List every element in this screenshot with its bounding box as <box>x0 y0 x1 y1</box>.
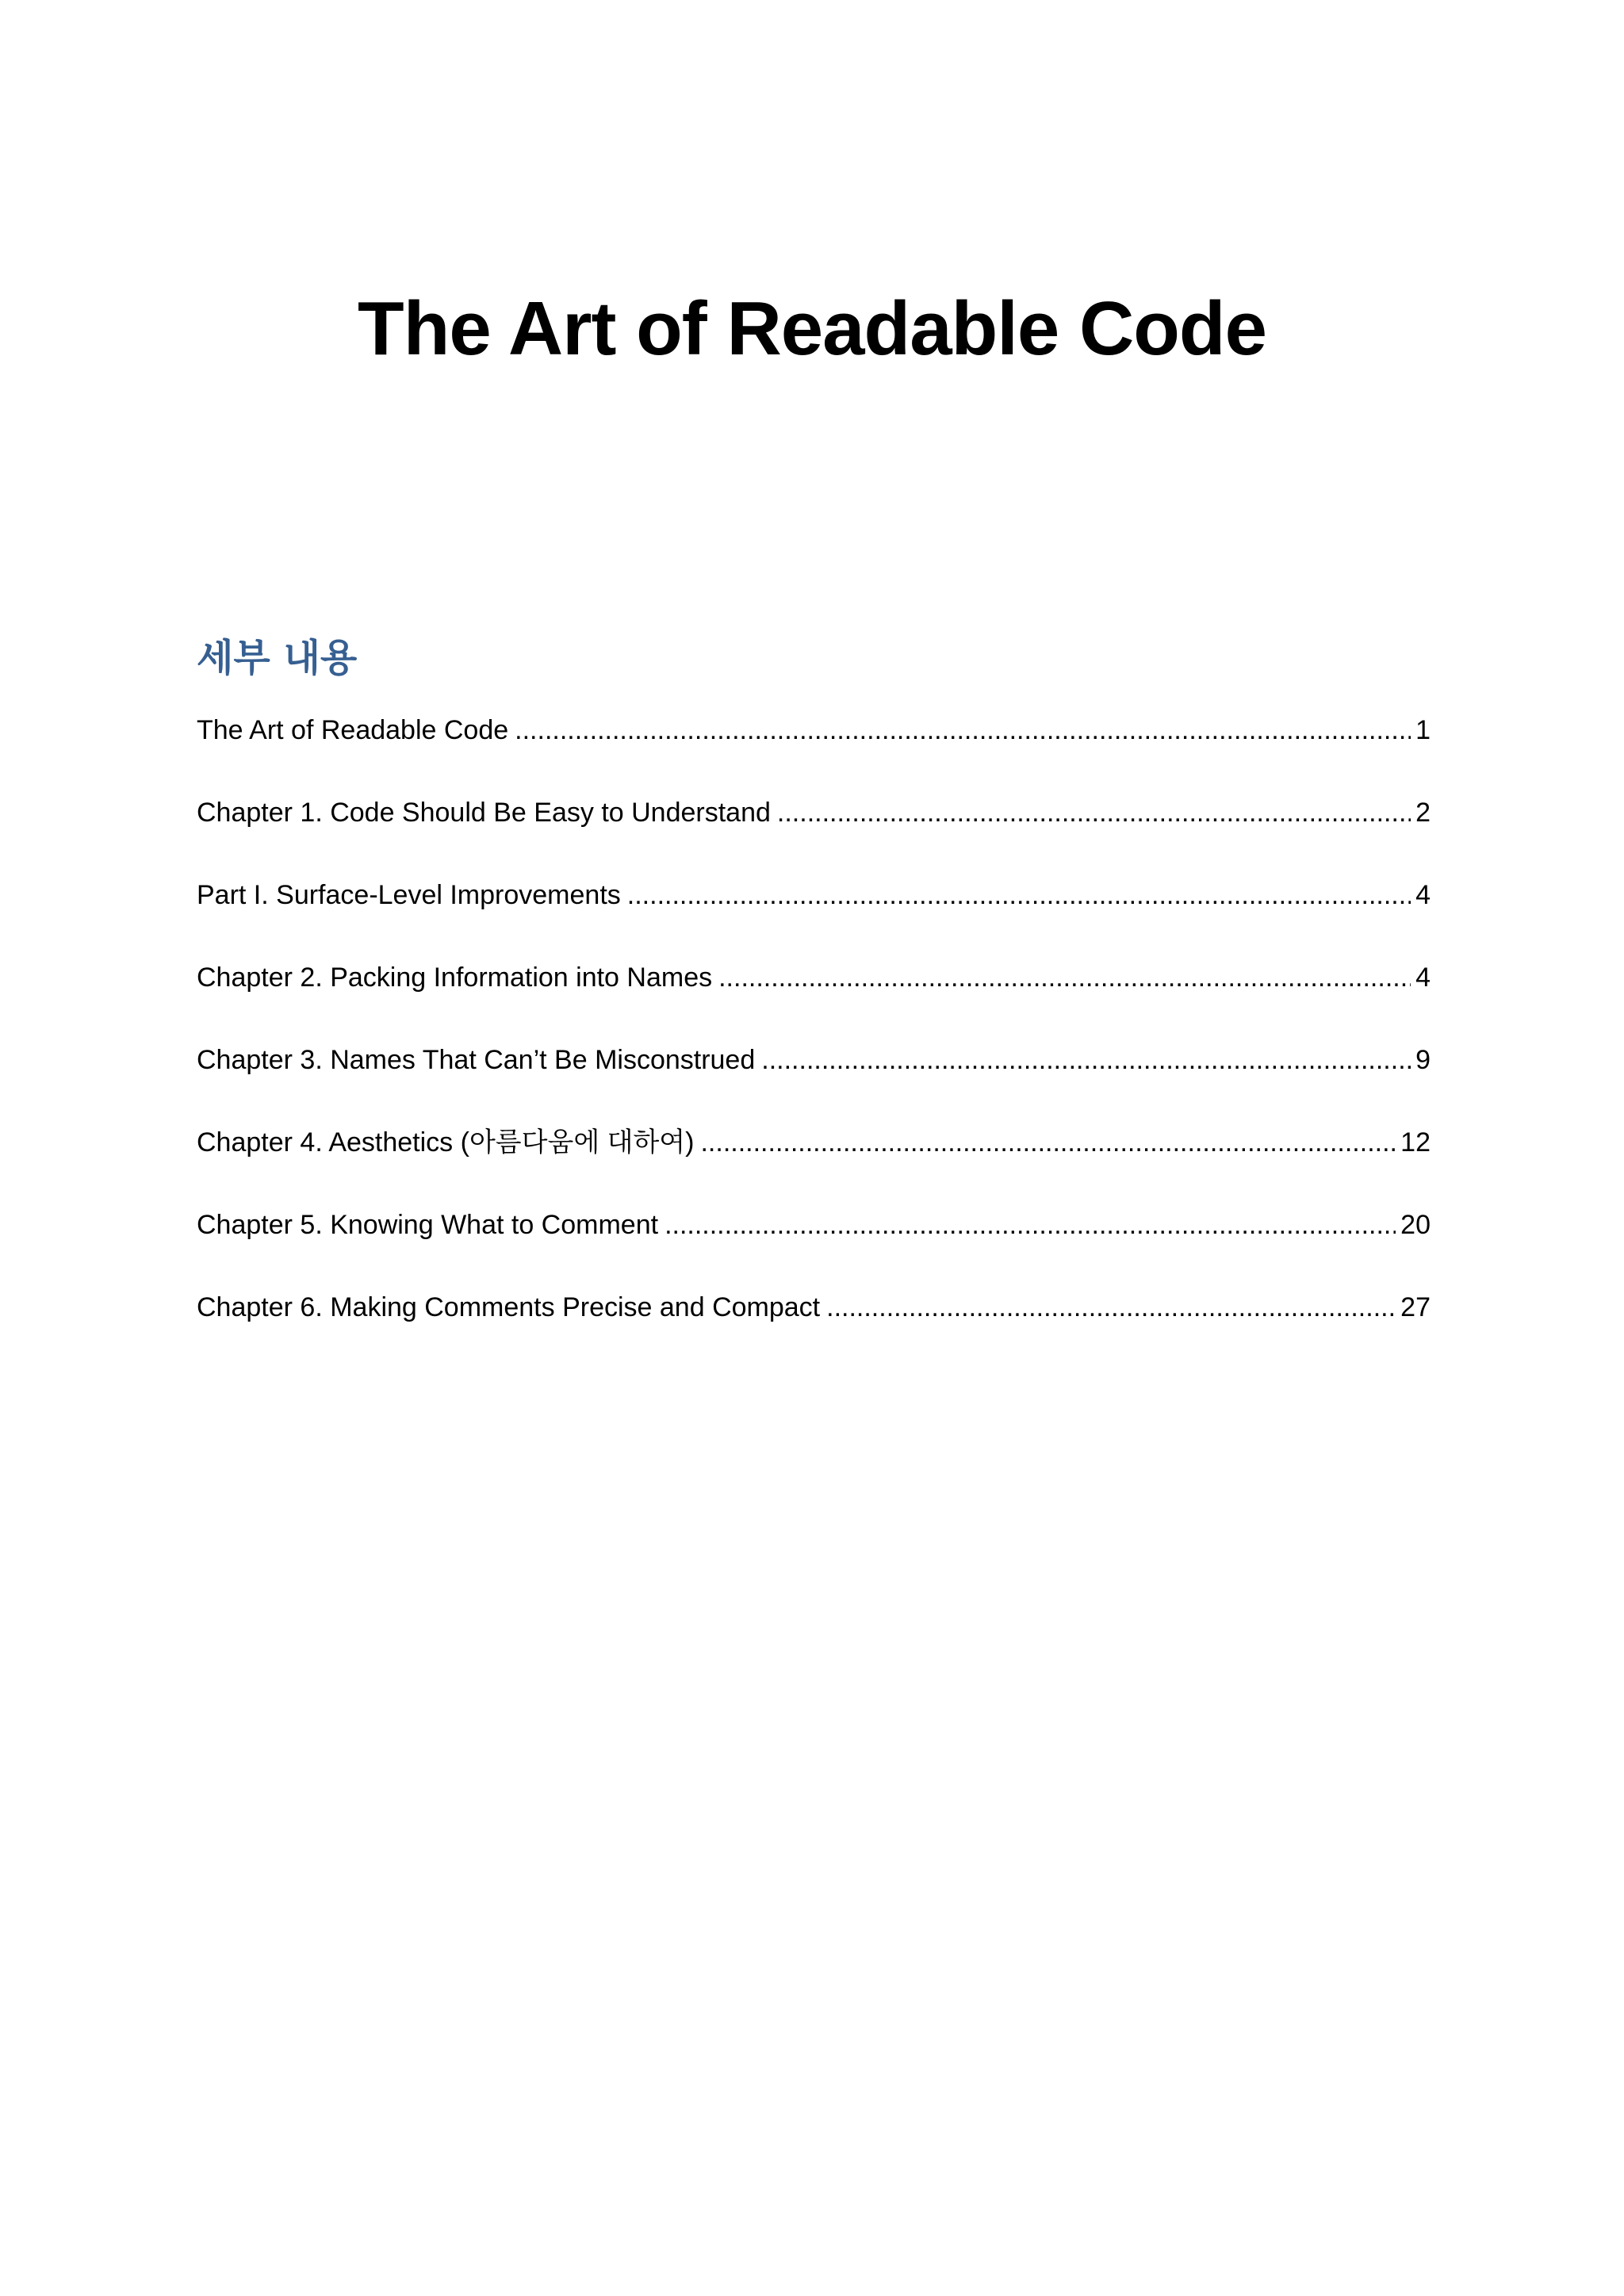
toc-entry-title: Part I. Surface-Level Improvements <box>197 880 621 910</box>
toc-dot-leader <box>718 957 1411 998</box>
toc-dot-leader <box>777 792 1411 833</box>
toc-entry[interactable] <box>197 874 1431 957</box>
toc-page-number: 20 <box>1400 1210 1431 1240</box>
toc-dot-leader <box>515 710 1411 751</box>
toc-dot-leader <box>627 874 1411 916</box>
toc-entry[interactable] <box>197 1122 1431 1204</box>
toc-entry[interactable] <box>197 792 1431 874</box>
toc-entry-title: Chapter 3. Names That Can’t Be Misconstrued <box>197 1045 756 1075</box>
toc-entry[interactable] <box>197 1204 1431 1287</box>
toc-entry-title: Chapter 5. Knowing What to Comment <box>197 1210 659 1240</box>
toc-heading: 세부 내용 <box>197 636 358 680</box>
toc-dot-leader <box>700 1122 1396 1163</box>
toc-page-number: 27 <box>1400 1292 1431 1322</box>
toc-entry-title: Chapter 2. Packing Information into Names <box>197 962 713 993</box>
toc-dot-leader <box>665 1204 1396 1246</box>
toc-entry-title: Chapter 1. Code Should Be Easy to Understand <box>197 798 771 828</box>
toc-entry-title: The Art of Readable Code <box>197 715 509 745</box>
toc-dot-leader <box>826 1287 1396 1328</box>
toc-page-number: 9 <box>1415 1045 1431 1075</box>
toc-entry[interactable] <box>197 710 1431 792</box>
toc-dot-leader <box>761 1039 1411 1081</box>
toc-entry-title: Chapter 6. Making Comments Precise and Compact <box>197 1292 821 1322</box>
toc-page-number: 4 <box>1415 962 1431 993</box>
toc-page-number: 1 <box>1415 715 1431 745</box>
toc-page-number: 2 <box>1415 798 1431 828</box>
toc-page-number: 12 <box>1400 1127 1431 1158</box>
table-of-contents <box>197 710 1431 1369</box>
document-title: The Art of Readable Code <box>358 286 1266 371</box>
toc-entry[interactable] <box>197 1039 1431 1122</box>
toc-page-number: 4 <box>1415 880 1431 910</box>
toc-entry-title: Chapter 4. Aesthetics (아름다움에 대하여) <box>197 1127 695 1158</box>
toc-entry[interactable] <box>197 1287 1431 1369</box>
toc-entry[interactable] <box>197 957 1431 1039</box>
